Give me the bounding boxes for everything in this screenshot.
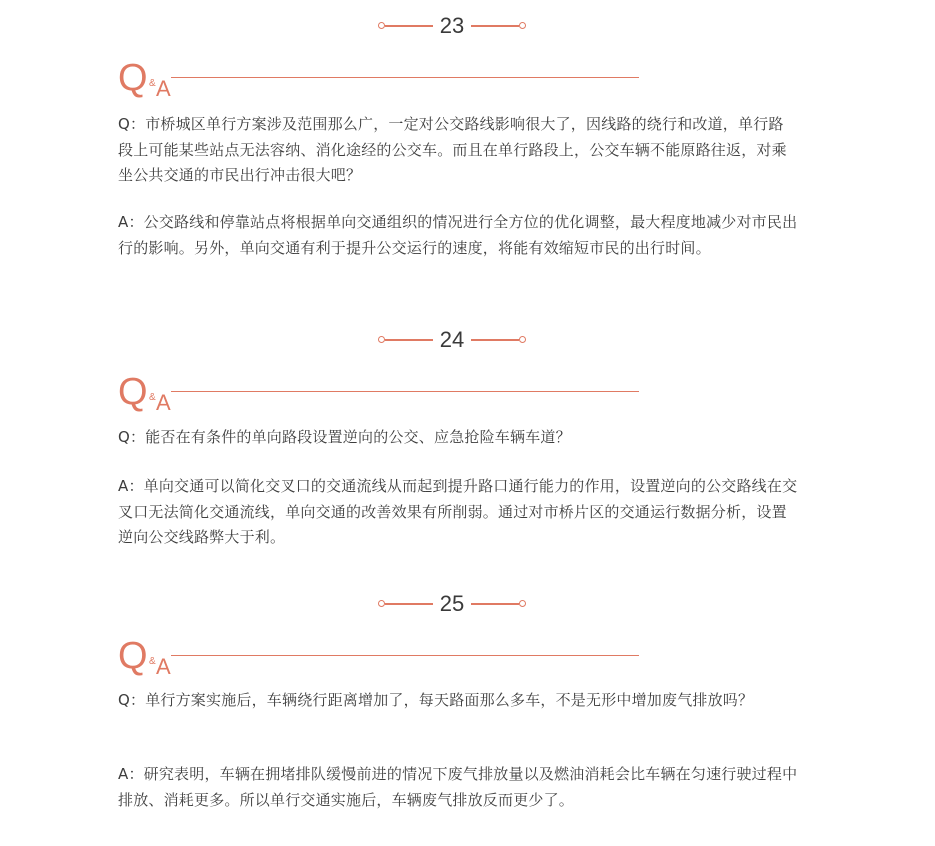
qa-ampersand: & — [149, 392, 156, 403]
section-number-row — [0, 13, 935, 43]
right-divider-line — [471, 25, 519, 27]
qa-rule-line — [171, 77, 639, 78]
right-divider-line — [471, 339, 519, 341]
question-text: Q：市桥城区单行方案涉及范围那么广，一定对公交路线影响很大了，因线路的绕行和改道，单行路段上可能某些站点无法容纳、消化途经的公交车。而且在单行路段上，公交车辆不能原路往返，对乘坐公共交通的市民出行冲击很大吧？ — [118, 115, 787, 184]
left-dot-icon — [378, 600, 385, 607]
qa-a-letter: A — [156, 76, 171, 101]
question-text: Q：能否在有条件的单向路段设置逆向的公交、应急抢险车辆车道？ — [118, 428, 571, 446]
left-dot-icon — [378, 22, 385, 29]
section-number: 23 — [439, 13, 465, 38]
qa-q-letter: Q — [118, 371, 148, 413]
answer-text: A：研究表明，车辆在拥堵排队缓慢前进的情况下废气排放量以及燃油消耗会比车辆在匀速行驶过程中排放、消耗更多。所以单行交通实施后，车辆废气排放反而更少了。 — [118, 765, 798, 809]
qa-ampersand: & — [149, 78, 156, 89]
qa-header — [118, 636, 648, 686]
qa-a-letter: A — [156, 390, 171, 415]
qa-header — [118, 372, 648, 422]
qa-rule-line — [171, 655, 639, 656]
answer-text: A：公交路线和停靠站点将根据单向交通组织的情况进行全方位的优化调整，最大程度地减少对市民出行的影响。另外，单向交通有利于提升公交运行的速度，将能有效缩短市民的出行时间。 — [118, 213, 798, 257]
qa-q-letter: Q — [118, 635, 148, 677]
section-number-row — [0, 591, 935, 621]
right-dot-icon — [519, 336, 526, 343]
qa-header — [118, 58, 648, 108]
qa-ampersand: & — [149, 656, 156, 667]
question-text: Q：单行方案实施后，车辆绕行距离增加了，每天路面那么多车，不是无形中增加废气排放吗？ — [118, 691, 754, 709]
right-dot-icon — [519, 22, 526, 29]
qa-a-letter: A — [156, 654, 171, 679]
qa-rule-line — [171, 391, 639, 392]
section-number-row — [0, 327, 935, 357]
right-divider-line — [471, 603, 519, 605]
right-dot-icon — [519, 600, 526, 607]
answer-text: A：单向交通可以简化交叉口的交通流线从而起到提升路口通行能力的作用，设置逆向的公交路线在交叉口无法简化交通流线，单向交通的改善效果有所削弱。通过对市桥片区的交通运行数据分析，设置逆向公交线路弊大于利。 — [118, 477, 798, 546]
qa-q-letter: Q — [118, 57, 148, 99]
left-dot-icon — [378, 336, 385, 343]
section-number: 24 — [439, 327, 465, 352]
section-number: 25 — [439, 591, 465, 616]
